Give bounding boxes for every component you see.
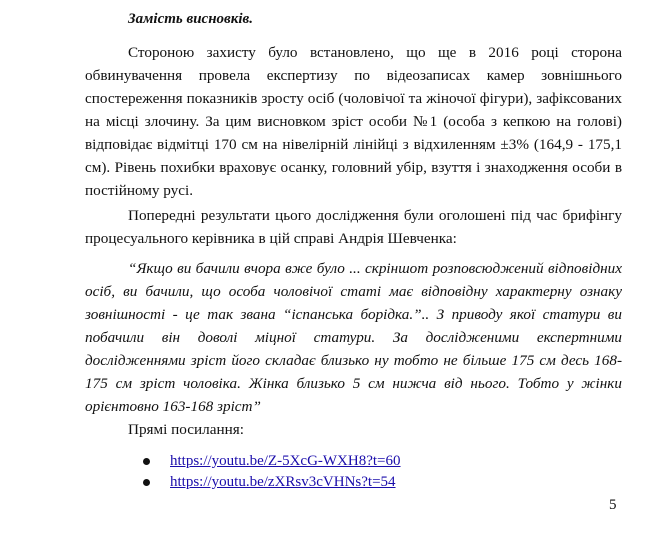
links-label: Прямі посилання: — [128, 421, 244, 438]
list-item — [140, 451, 401, 472]
paragraph-briefing: Попередні результати цього дослідження були оголошені під час брифінгу процесуального керівника в цій справі Андрія Шевченка: — [85, 207, 622, 247]
list-item — [140, 472, 401, 493]
bullet-icon — [143, 458, 150, 465]
section-heading: Замість висновків. — [128, 11, 253, 27]
youtube-link-1[interactable]: https://youtu.be/Z-5XcG-WXH8?t=60 — [170, 453, 401, 469]
paragraph-expertise: Стороною захисту було встановлено, що ще в 2016 році сторона обвинувачення провела експертизу по відеозаписах камер зовнішнього спостереження показників зросту осіб (чоловічої та жіночої фігури), зафіксованих на місці злочину. За цим висновком зріст особи №1 (особа з кепкою на голові) відповідає відмітці 170 см на нівелірній лінійці з відхиленням ±3% (164,9 - 175,1 см). Рівень похибки враховує осанку, головний убір, взуття і знаходження особи в постійному русі. — [85, 44, 622, 199]
briefing-quote: “Якщо ви бачили вчора вже було ... скріншот розповсюджений відповідних осіб, ви бачили, що особа чоловічої статі має відповідну характерну ознаку зовнішності - це так звана “іспанська борідка.”.. З приводу якої статури ви побачили він доволі міцної статури. За дослідженими експертними дослідженнями зріст його складає близько ну тобто не більше 175 см десь 168-175 см зріст чоловіка. Жінка близько 5 см нижча від нього. Тобто у жінки орієнтовно 163-168 зріст” — [85, 260, 622, 415]
youtube-link-2[interactable]: https://youtu.be/zXRsv3cVHNs?t=54 — [170, 474, 396, 490]
bullet-icon — [143, 479, 150, 486]
links-list — [140, 451, 401, 493]
page-number: 5 — [609, 497, 617, 513]
